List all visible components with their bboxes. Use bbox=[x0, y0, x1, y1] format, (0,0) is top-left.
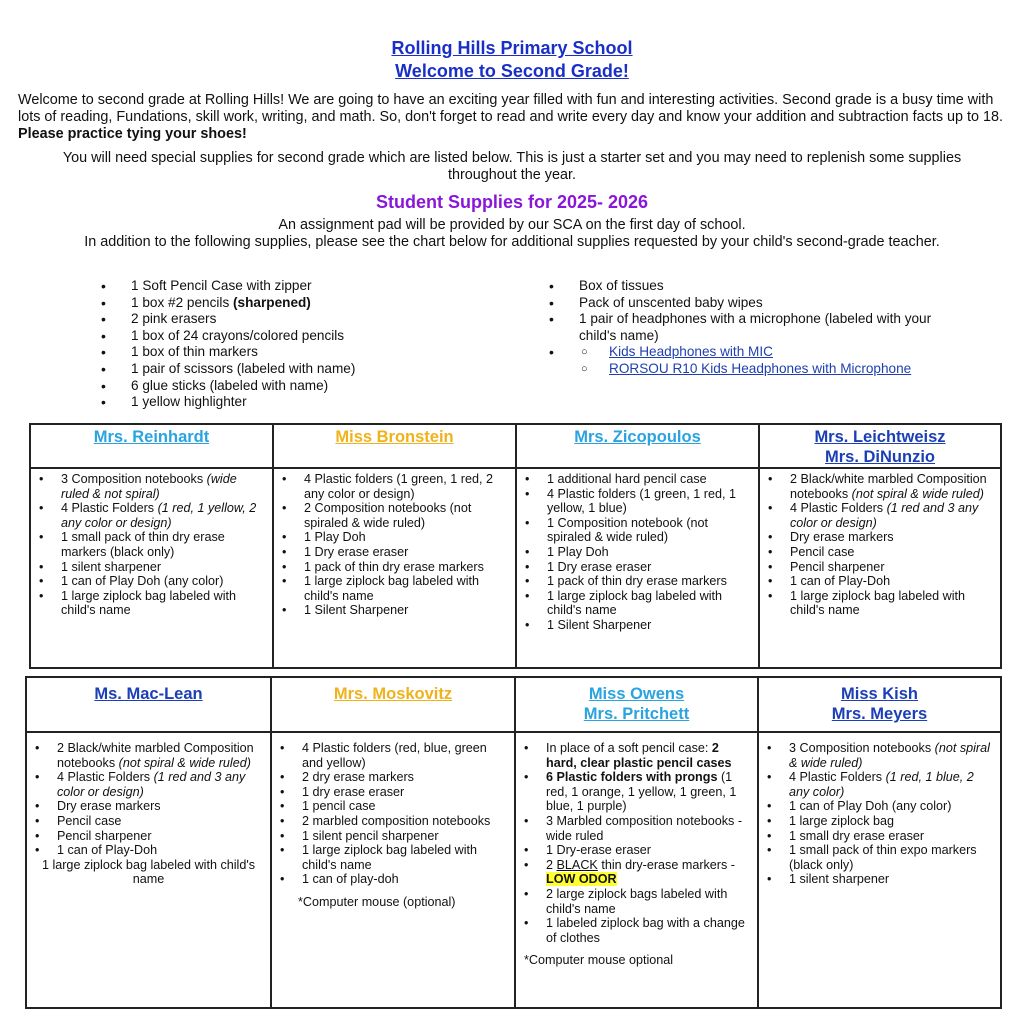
supply-list bbox=[272, 733, 514, 887]
teacher-name: Ms. Mac-Lean bbox=[94, 685, 203, 703]
list-item: • 4 Plastic folders (red, blue, green and yellow) bbox=[302, 741, 510, 770]
list-item: • 4 Plastic Folders (1 red and 3 any color or design) bbox=[790, 501, 996, 530]
list-item: • 1 large ziplock bag labeled with child's name bbox=[790, 589, 996, 618]
intro-text: Welcome to second grade at Rolling Hills! We are going to have an exciting year filled with fun and interesting activities. Second grade is a busy time with lots of reading, Fundations, skill work, writing, and math. So, don't forget to read and write every day and know your addition and subtraction facts up to 18. bbox=[18, 92, 1004, 125]
list-item: • In place of a soft pencil case: 2 hard, clear plastic pencil cases bbox=[546, 741, 753, 770]
list-item: • 1 Soft Pencil Case with zipper bbox=[101, 278, 521, 295]
list-item: • 1 can of Play-Doh bbox=[790, 574, 996, 589]
teacher-name: Mrs. Moskovitz bbox=[333, 685, 453, 703]
list-item: • 1 dry erase eraser bbox=[302, 785, 510, 800]
teacher-table-1 bbox=[29, 423, 1002, 669]
supply-list bbox=[31, 469, 272, 618]
list-item: • 3 Composition notebooks (wide ruled & not spiral) bbox=[61, 472, 268, 501]
teacher-name: Mrs. Meyers bbox=[831, 705, 928, 723]
list-item: • 1 small dry erase eraser bbox=[789, 829, 996, 844]
list-item: • 1 box of thin markers bbox=[101, 344, 521, 361]
list-item: • 1 box #2 pencils (sharpened) bbox=[101, 295, 521, 312]
supplies-subnote bbox=[40, 217, 984, 251]
list-item: • 1 can of Play Doh (any color) bbox=[61, 574, 268, 589]
list-item: • 1 large ziplock bag labeled with child's name bbox=[304, 574, 511, 603]
list-item: • 1 pencil case bbox=[302, 799, 510, 814]
list-item: • Pack of unscented baby wipes bbox=[549, 295, 959, 312]
list-item: • 2 pink erasers bbox=[101, 311, 521, 328]
list-item: • 1 pack of thin dry erase markers bbox=[304, 560, 511, 575]
supply-list bbox=[27, 733, 270, 858]
link-item bbox=[549, 361, 959, 378]
list-item: • 1 silent sharpener bbox=[61, 560, 268, 575]
welcome-title: Welcome to Second Grade! bbox=[395, 61, 629, 81]
list-item: • 1 can of play-doh bbox=[302, 872, 510, 887]
list-item: • 1 Play Doh bbox=[304, 530, 511, 545]
list-item: • 1 box of 24 crayons/colored pencils bbox=[101, 328, 521, 345]
list-item: • 2 large ziplock bags labeled with child's name bbox=[546, 887, 753, 916]
list-item: • 1 can of Play Doh (any color) bbox=[789, 799, 996, 814]
list-item: • 1 silent sharpener bbox=[789, 872, 996, 887]
list-item: • 4 Plastic Folders (1 red, 1 yellow, 2 any color or design) bbox=[61, 501, 268, 530]
teacher-name: Mrs. Pritchett bbox=[583, 705, 690, 723]
teacher-name: Mrs. Reinhardt bbox=[93, 428, 210, 446]
supply-list bbox=[760, 469, 1000, 618]
list-item: • 1 Play Doh bbox=[547, 545, 754, 560]
intro-emphasis: Please practice tying your shoes! bbox=[18, 126, 247, 142]
teacher-table-2 bbox=[25, 676, 1002, 1009]
list-item: • 6 glue sticks (labeled with name) bbox=[101, 378, 521, 395]
list-item: • 4 Plastic Folders (1 red, 1 blue, 2 any color) bbox=[789, 770, 996, 799]
list-item: • 1 large ziplock bag labeled with child's name bbox=[61, 589, 268, 618]
list-item: • 1 pair of headphones with a microphone (labeled with your child's name) bbox=[549, 311, 959, 344]
list-item: • 1 Silent Sharpener bbox=[547, 618, 754, 633]
optional-note: *Computer mouse optional bbox=[524, 953, 674, 968]
general-supplies-right bbox=[549, 278, 959, 378]
list-item: • 1 large ziplock bag labeled with child's name bbox=[302, 843, 510, 872]
list-item: • 1 small pack of thin expo markers (black only) bbox=[789, 843, 996, 872]
list-item: • 4 Plastic folders (1 green, 1 red, 1 yellow, 1 blue) bbox=[547, 487, 754, 516]
list-item: • Pencil case bbox=[790, 545, 996, 560]
list-item: • Box of tissues bbox=[549, 278, 959, 295]
extra-item: 1 large ziplock bag labeled with child's name bbox=[41, 857, 256, 887]
list-item: • 1 Silent Sharpener bbox=[304, 603, 511, 618]
list-item: • 3 Marbled composition notebooks - wide ruled bbox=[546, 814, 753, 843]
list-item: • 1 pack of thin dry erase markers bbox=[547, 574, 754, 589]
list-item: • 1 labeled ziplock bag with a change of clothes bbox=[546, 916, 753, 945]
list-item: • Dry erase markers bbox=[57, 799, 266, 814]
list-item: • 1 Dry-erase eraser bbox=[546, 843, 753, 858]
list-item: • 2 marbled composition notebooks bbox=[302, 814, 510, 829]
list-item: • 1 Composition notebook (not spiraled & wide ruled) bbox=[547, 516, 754, 545]
list-item: • 1 Dry erase eraser bbox=[547, 560, 754, 575]
school-title: Rolling Hills Primary School bbox=[391, 38, 633, 58]
list-item: • 1 large ziplock bag bbox=[789, 814, 996, 829]
teacher-name: Mrs. Zicopoulos bbox=[574, 428, 701, 446]
list-item: • 2 dry erase markers bbox=[302, 770, 510, 785]
teacher-name: Mrs. DiNunzio bbox=[825, 448, 935, 466]
list-item: • 1 yellow highlighter bbox=[101, 394, 521, 411]
supply-list bbox=[274, 469, 515, 618]
supply-list bbox=[759, 733, 1000, 887]
list-item: • Dry erase markers bbox=[790, 530, 996, 545]
list-item: • 1 additional hard pencil case bbox=[547, 472, 754, 487]
list-item: • 2 Black/white marbled Composition notebooks (not spiral & wide ruled) bbox=[57, 741, 266, 770]
supply-list bbox=[516, 733, 757, 945]
optional-note: *Computer mouse (optional) bbox=[298, 894, 456, 909]
link-item bbox=[549, 344, 959, 361]
list-item: • Pencil case bbox=[57, 814, 266, 829]
list-item: • Pencil sharpener bbox=[790, 560, 996, 575]
list-item: • 2 Composition notebooks (not spiraled & wide ruled) bbox=[304, 501, 511, 530]
low-odor-highlight: LOW ODOR bbox=[546, 872, 617, 887]
list-item: • 1 large ziplock bag labeled with child's name bbox=[547, 589, 754, 618]
assignment-pad-note: An assignment pad will be provided by our SCA on the first day of school. bbox=[278, 217, 746, 233]
list-item: • 1 pair of scissors (labeled with name) bbox=[101, 361, 521, 378]
supply-list bbox=[517, 469, 758, 633]
teacher-name: Mrs. Leichtweisz bbox=[814, 428, 946, 446]
list-item: • 2 Black/white marbled Composition notebooks (not spiral & wide ruled) bbox=[790, 472, 996, 501]
general-supplies-left bbox=[101, 278, 521, 411]
list-item: • 1 Dry erase eraser bbox=[304, 545, 511, 560]
list-item: • 4 Plastic folders (1 green, 1 red, 2 any color or design) bbox=[304, 472, 511, 501]
kids-headphones-link[interactable]: Kids Headphones with MIC bbox=[609, 344, 773, 360]
supplies-note: You will need special supplies for second grade which are listed below. This is just a starter set and you may need to replenish some supplies throughout the year. bbox=[62, 150, 962, 183]
list-item: • 1 small pack of thin dry erase markers (black only) bbox=[61, 530, 268, 559]
teacher-name: Miss Kish bbox=[840, 685, 919, 703]
intro-paragraph bbox=[18, 92, 1008, 143]
list-item: • 1 silent pencil sharpener bbox=[302, 829, 510, 844]
list-item: • 6 Plastic folders with prongs (1 red, 1 orange, 1 yellow, 1 green, 1 blue, 1 purple) bbox=[546, 770, 753, 814]
list-item: • 1 can of Play-Doh bbox=[57, 843, 266, 858]
list-item: • Pencil sharpener bbox=[57, 829, 266, 844]
teacher-name: Miss Bronstein bbox=[335, 428, 454, 446]
headphone-links bbox=[549, 344, 959, 377]
rorsou-headphones-link[interactable]: RORSOU R10 Kids Headphones with Microphone bbox=[609, 360, 912, 376]
additional-supplies-note: In addition to the following supplies, please see the chart below for additional supplies requested by your child's second-grade teacher. bbox=[84, 234, 940, 250]
list-item: • 3 Composition notebooks (not spiral & wide ruled) bbox=[789, 741, 996, 770]
supplies-title: Student Supplies for 2025- 2026 bbox=[375, 192, 649, 212]
teacher-name: Miss Owens bbox=[588, 685, 685, 703]
list-item: • 2 BLACK thin dry-erase markers - LOW ODOR bbox=[546, 858, 753, 887]
list-item: • 4 Plastic Folders (1 red and 3 any color or design) bbox=[57, 770, 266, 799]
